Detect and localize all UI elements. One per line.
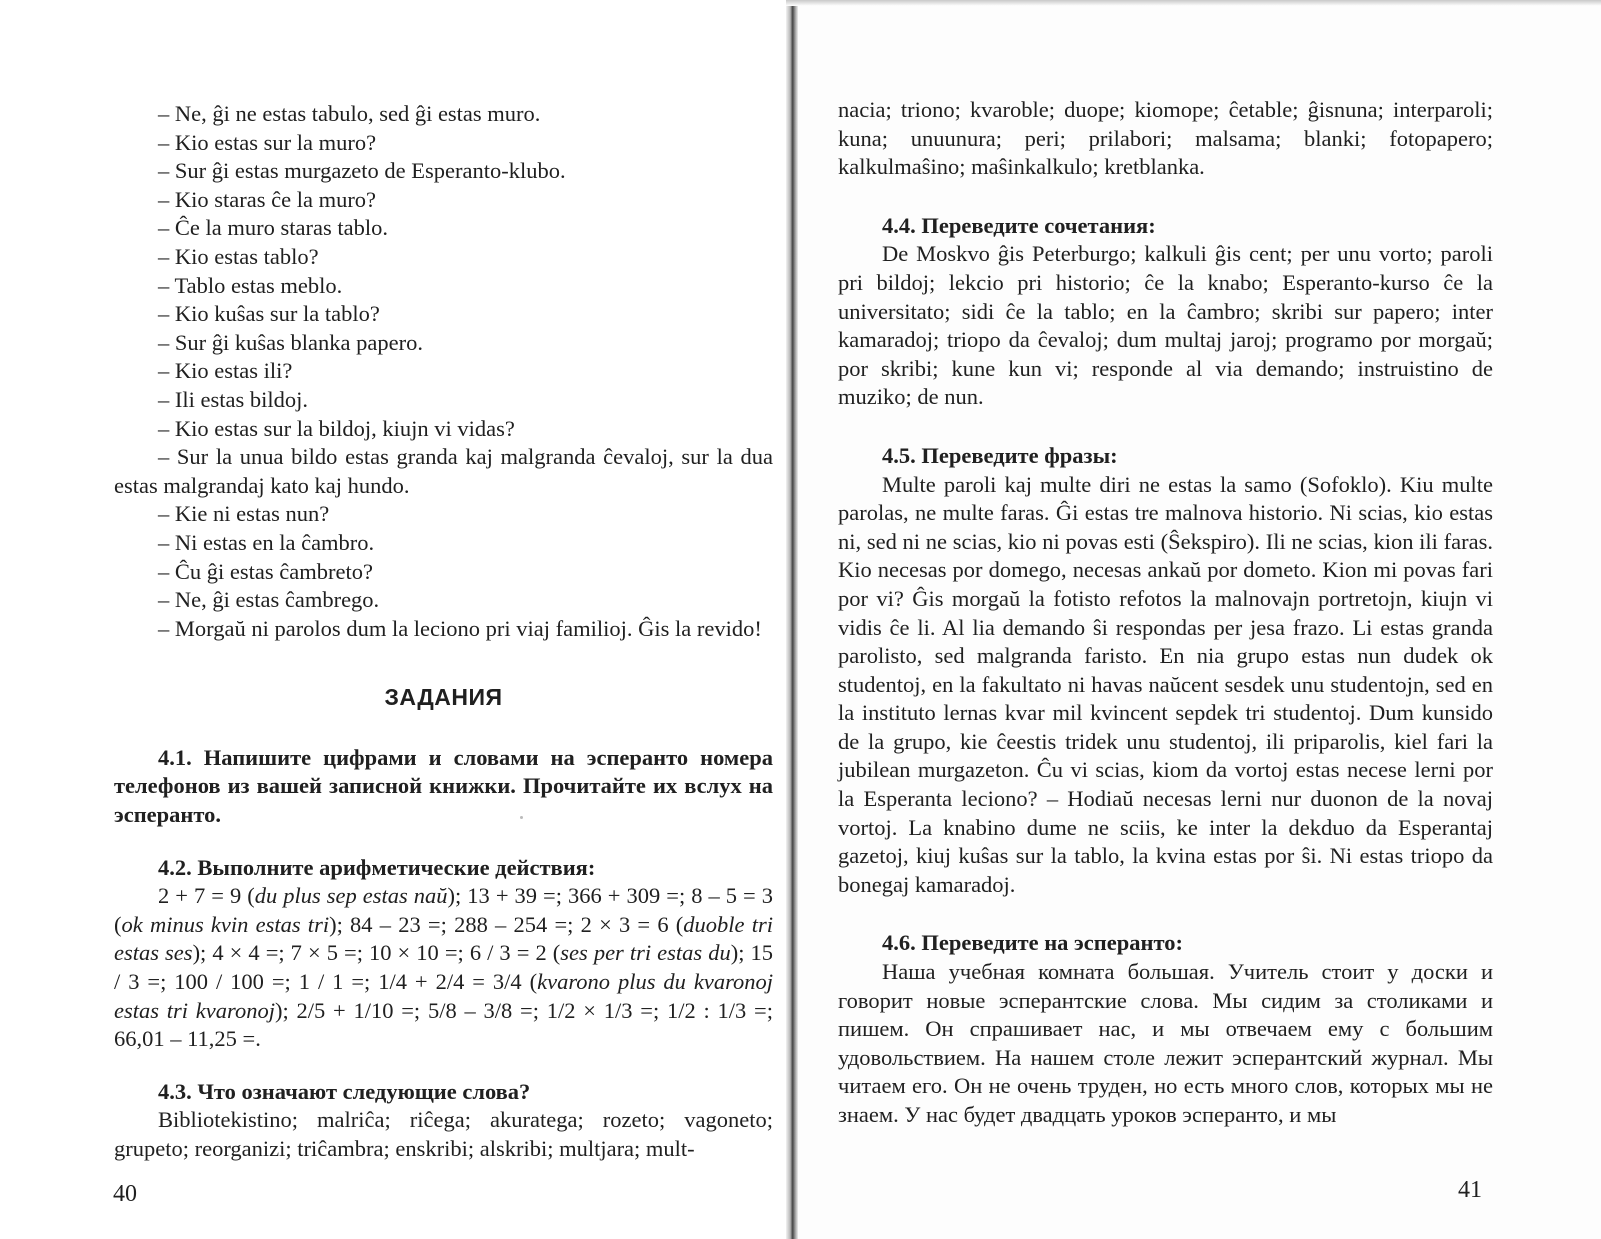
math-reading: ok minus kvin estas tri [121, 911, 330, 937]
task-4-1-heading: 4.1. Напишите цифрами и словами на эсперанто номера телефонов из вашей записной книжки. Прочитайте их вслух на эсперанто. [114, 744, 773, 828]
math-reading: du plus sep estas naŭ [254, 883, 448, 909]
dialogue-line: – Kio staras ĉe la muro? [158, 186, 377, 212]
spacer [114, 830, 773, 854]
math-reading: duoble tri estas ses [114, 911, 774, 966]
book-spine [786, 0, 798, 1239]
task-4-3-continuation: nacia; triono; kvaroble; duope; kiomope; ĉetable; ĝisnuna; interparoli; kuna; unuunura; peri; prilabori; malsama; blanki; fotopapero; kalkulmaŝino; maŝinkalkulo; kretblanka. [838, 97, 1493, 180]
spacer [114, 1054, 773, 1078]
task-4-6-heading: 4.6. Переведите на эсперанто: [882, 930, 1183, 956]
dialogue-line: – Ili estas bildoj. [158, 386, 308, 412]
dialogue-line: – Sur ĝi kuŝas blanka papero. [158, 329, 423, 355]
left-page-text [114, 100, 773, 1164]
dialogue-line: – Kio estas sur la muro? [158, 129, 377, 155]
page-top-shadow [786, 0, 1601, 6]
dialogue-line: – Sur la unua bildo estas granda kaj malgranda ĉevaloj, sur la dua estas malgrandaj kato kaj hundo. [114, 444, 773, 498]
dialogue-line: – Kio estas ili? [158, 358, 293, 384]
math-text: ); 4 × 4 =; 7 × 5 =; 10 × 10 =; 6 / 3 = 2 ( [192, 940, 561, 966]
spacer [838, 412, 1493, 442]
dialogue-line: – Ne, ĝi ne estas tabulo, sed ĝi estas muro. [158, 101, 541, 126]
page-number-left: 40 [113, 1181, 137, 1207]
dialogue-line: – Tablo estas meblo. [158, 272, 343, 298]
spacer [838, 899, 1493, 929]
math-text: 2 + 7 = 9 ( [158, 883, 255, 909]
dialogue-line: – Kie ni estas nun? [158, 501, 330, 527]
right-page-text [838, 96, 1493, 1130]
task-4-3-body: Bibliotekistino; malriĉa; riĉega; akuratega; rozeto; vagoneto; grupeto; reorganizi; triĉambra; enskribi; alskribi; multjara; mult- [114, 1107, 773, 1161]
task-4-5-heading: 4.5. Переведите фразы: [882, 442, 1118, 468]
math-reading: kvarono plus du kvaronoj estas tri kvaronoj [114, 969, 773, 1023]
page-number-right: 41 [1458, 1177, 1482, 1203]
dialogue-line: – Ne, ĝi estas ĉambrego. [158, 587, 380, 613]
math-text: ); 2/5 + 1/10 =; 5/8 – 3/8 =; 1/2 × 1/3 =; 1/2 : 1/3 =; 66,01 – 11,25 =. [114, 997, 773, 1052]
task-4-6-body: Наша учебная комната большая. Учитель стоит у доски и говорит новые эсперантские слова. Мы сидим за столиками и пишем. Он спрашивает нас, и мы отвечаем ему с большим удовольствием. На нашем столе лежит эсперантский журнал. Мы читаем его. Он не очень труден, но есть много слов, которых мы не знаем. У нас будет двадцать уроков эсперанто, и мы [838, 959, 1493, 1127]
section-title: ЗАДАНИЯ [384, 684, 503, 711]
math-reading: ses per tri estas du [560, 940, 731, 966]
dialogue-line: – Kio kuŝas sur la tablo? [158, 301, 380, 327]
task-4-2-heading: 4.2. Выполните арифметические действия: [158, 854, 596, 880]
dialogue-line: – Sur ĝi estas murgazeto de Esperanto-klubo. [158, 158, 566, 184]
dialogue-line: – Ni estas en la ĉambro. [158, 529, 375, 555]
math-text: ); 13 + 39 =; 366 + 309 =; 8 – 5 = 3 ( [114, 883, 773, 937]
dialogue-line: – Kio estas sur la bildoj, kiujn vi vidas? [158, 415, 515, 441]
task-4-3-heading: 4.3. Что означают следующие слова? [158, 1078, 531, 1104]
math-text: ); 84 – 23 =; 288 – 254 =; 2 × 3 = 6 ( [329, 911, 684, 937]
dialogue-line: – Kio estas tablo? [158, 243, 319, 269]
dialogue-line: – Ĉe la muro staras tablo. [158, 215, 388, 241]
dialogue-line: – Morgaŭ ni parolos dum la leciono pri viaj familioj. Ĝis la revido! [158, 615, 762, 641]
task-4-2-body [114, 882, 773, 1054]
dialogue-line: – Ĉu ĝi estas ĉambreto? [158, 558, 373, 584]
spacer [838, 182, 1493, 212]
task-4-4-body: De Moskvo ĝis Peterburgo; kalkuli ĝis cent; per unu vorto; paroli pri bildoj; lekcio pri historio; ĉe la knabo; Esperanto-kurso ĉe la universitato; sidi ĉe la tablo; en la ĉambro; skribi sur papero; inter kamaradoj; triopo da ĉevaloj; dum multaj jaroj; programo por morgaŭ; por skribi; kune kun vi; responde al via demando; instruistino de muziko; de nun. [838, 241, 1493, 410]
task-4-5-body: Multe paroli kaj multe diri ne estas la samo (Sofoklo). Kiu multe parolas, ne multe faras. Ĝi estas tre malnova historio. Ni scias, kio estas ni, sed ni ne scias, kio ni povas esti (Ŝekspiro). Ili ne scias, kion ili faras. Kio necesas por domego, necesas ankaŭ por dometo. Kion mi povas fari por vi? Ĝis morgaŭ la fotisto refotos la malnovajn portretojn, kiujn vi vidis ĉe li. Al lia demando ŝi respondas per jesa frazo. Li estas granda parolisto, sed malgranda faristo. En nia grupo estas nun dudek ok studentoj, en la fakultato ni havas naŭcent sesdek unu studentojn, sed en la instituto lernas kvar mil kvincent sepdek tri studentoj. Dum kunsido de la grupo, kie ĉeestis tridek unu studentoj, ili priparolis, kiel fari la jubilean murgazeton. Ĉu vi scias, kiom da vortoj estas necese lerni por la Esperanta leciono? – Hodiaŭ necesas lerni nur duonon de la novaj vortoj. La knabino dume ne sciis, ke inter la dekduo da Esperantaj gazetoj, kiuj kuŝas sur la tablo, la kvina estas por ŝi. Ni estas triopo da bonegaj kamaradoj. [838, 471, 1493, 897]
math-text: ); 15 / 3 =; 100 / 100 =; 1 / 1 =; 1/4 + 2/4 = 3/4 ( [114, 940, 774, 995]
task-4-4-heading: 4.4. Переведите сочетания: [882, 212, 1156, 238]
